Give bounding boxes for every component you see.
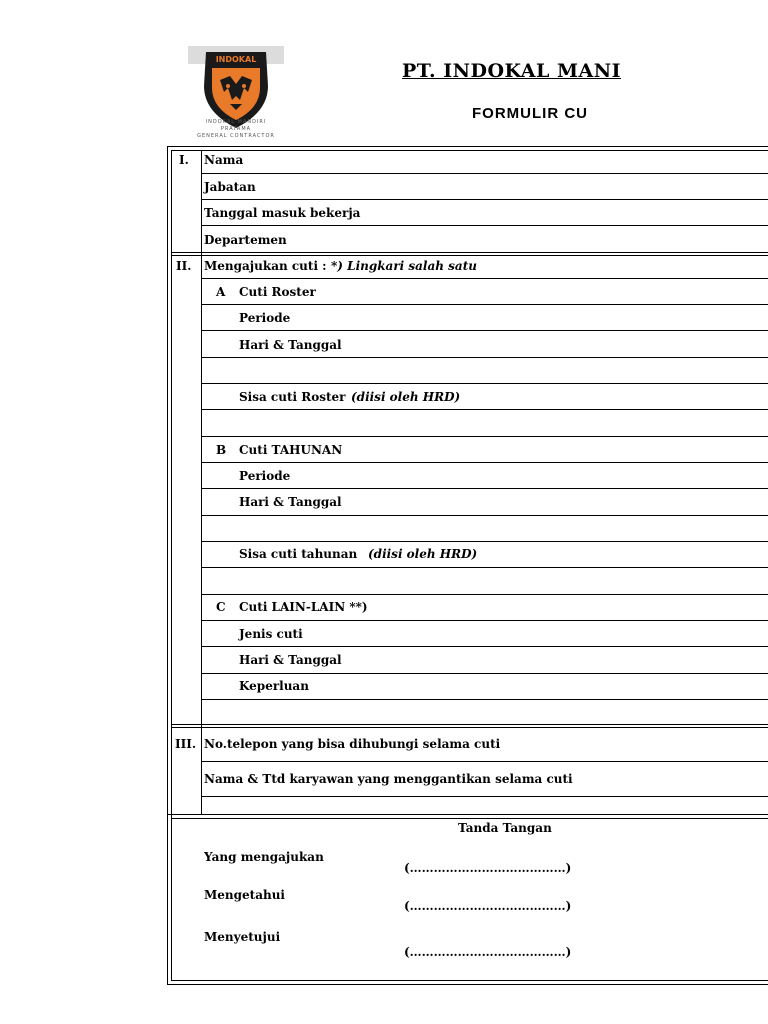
tahunan-hrd-note: (diisi oleh HRD) — [368, 547, 478, 561]
mengetahui-label: Mengetahui — [204, 888, 285, 902]
keperluan-label: Keperluan — [239, 679, 309, 693]
pengganti-label: Nama & Ttd karyawan yang menggantikan selama cuti — [204, 772, 573, 786]
lain-hari-tanggal-label: Hari & Tanggal — [239, 653, 342, 667]
signature-line-mengajukan: (…………………………………) — [404, 861, 572, 875]
telepon-label: No.telepon yang bisa dihubungi selama cuti — [204, 737, 501, 751]
cuti-lain-lain-label: Cuti LAIN-LAIN **) — [239, 600, 368, 614]
field-jabatan-label: Jabatan — [204, 180, 256, 194]
tahunan-hari-tanggal-label: Hari & Tanggal — [239, 495, 342, 509]
logo-caption-line-2: GENERAL CONTRACTOR — [197, 133, 275, 139]
section-1-number: I. — [179, 153, 189, 167]
option-a-letter: A — [216, 285, 226, 299]
section-3-number: III. — [175, 737, 197, 751]
mengajukan-cuti-label: Mengajukan cuti : — [204, 259, 327, 273]
company-name: PT. INDOKAL MANI — [402, 60, 621, 82]
field-tanggal-masuk-label: Tanggal masuk bekerja — [204, 206, 361, 220]
svg-text:INDOKAL: INDOKAL — [215, 55, 257, 64]
logo-caption-line-1: INDOKAL MANDIRI PRATAMA — [205, 119, 267, 132]
cuti-roster-label: Cuti Roster — [239, 285, 316, 299]
form-title: FORMULIR CU — [472, 105, 588, 122]
signature-line-mengetahui: (…………………………………) — [404, 899, 572, 913]
cuti-tahunan-label: Cuti TAHUNAN — [239, 443, 343, 457]
signature-line-menyetujui: (…………………………………) — [404, 945, 572, 959]
field-nama-label: Nama — [204, 153, 244, 167]
logo-caption — [190, 119, 282, 140]
option-b-letter: B — [216, 443, 227, 457]
sisa-cuti-tahunan-label: Sisa cuti tahunan — [239, 547, 358, 561]
jenis-cuti-label: Jenis cuti — [239, 627, 303, 641]
option-c-letter: C — [216, 600, 226, 614]
lingkari-note: *) Lingkari salah satu — [331, 259, 477, 273]
sisa-cuti-roster-label: Sisa cuti Roster — [239, 390, 346, 404]
section-2-number: II. — [176, 259, 192, 273]
roster-hrd-note: (diisi oleh HRD) — [351, 390, 461, 404]
roster-periode-label: Periode — [239, 311, 291, 325]
field-departemen-label: Departemen — [204, 233, 287, 247]
tahunan-periode-label: Periode — [239, 469, 291, 483]
yang-mengajukan-label: Yang mengajukan — [204, 850, 324, 864]
tanda-tangan-heading: Tanda Tangan — [458, 821, 552, 835]
roster-hari-tanggal-label: Hari & Tanggal — [239, 338, 342, 352]
menyetujui-label: Menyetujui — [204, 930, 281, 944]
